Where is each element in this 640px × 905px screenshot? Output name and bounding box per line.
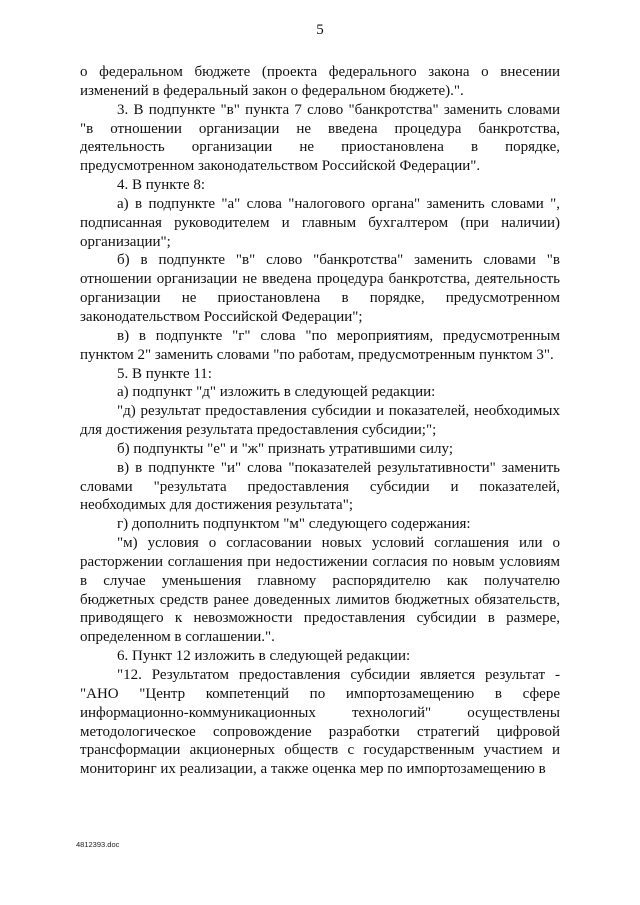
paragraph-item-4v: в) в подпункте "г" слова "по мероприятиям, предусмотренным пунктом 2" заменить словами "по работам, предусмотренным пунктом 3". [80, 327, 560, 363]
paragraph-item-5g-text: "м) условия о согласовании новых условий соглашения или о расторжении соглашения при недостижении согласия по новым условиям в случае уменьшения главному распорядителю как получателю бюджетных средств ранее доведенных лимитов бюджетных обязательств, приводящего к невозможности предоставления субсидии в размере, определенном в соглашении.". [80, 535, 560, 646]
page-number: 5 [316, 22, 324, 38]
paragraph-item-4: 4. В пункте 8: [117, 177, 206, 194]
paragraph-item-4b: б) в подпункте "в" слово "банкротства" заменить словами "в отношении организации не введена процедура банкротства, деятельность организации не приостановлена в порядке, предусмотренном законодательством Российской Федерации"; [80, 252, 560, 325]
paragraph-item-5a-text: "д) результат предоставления субсидии и показателей, необходимых для достижения результата предоставления субсидии;"; [80, 403, 560, 439]
document-body [80, 63, 560, 779]
paragraph-item-6-text: "12. Результатом предоставления субсидии является результат - "АНО "Центр компетенций по импортозамещению в сфере информационно-коммуникационных технологий" осуществлены методологическое сопровождение разработки стратегий цифровой трансформации акционерных обществ с государственным участием и мониторинг их реализации, а также оценка мер по импортозамещению в [80, 667, 560, 778]
paragraph-item-5g: г) дополнить подпунктом "м" следующего содержания: [117, 516, 471, 533]
paragraph-item-5v: в) в подпункте "и" слова "показателей результативности" заменить словами "результата предоставления субсидии и показателей, необходимых для достижения результата"; [80, 459, 560, 514]
paragraph-item-6: 6. Пункт 12 изложить в следующей редакции: [117, 648, 411, 665]
paragraph-item-4a: а) в подпункте "а" слова "налогового органа" заменить словами ", подписанная руководителем и главным бухгалтером (при наличии) организации"; [80, 195, 560, 250]
paragraph-item-3: 3. В подпункте "в" пункта 7 слово "банкротства" заменить словами "в отношении организации не введена процедура банкротства, деятельность организации не приостановлена в порядке, предусмотренном законодательством Российской Федерации". [80, 101, 560, 175]
paragraph-item-5a: а) подпункт "д" изложить в следующей редакции: [117, 384, 436, 401]
paragraph-budget-continuation: о федеральном бюджете (проекта федерального закона о внесении изменений в федеральный закон о федеральном бюджете).". [80, 64, 560, 99]
paragraph-item-5: 5. В пункте 11: [117, 365, 212, 382]
document-file-code: 4812393.doc [76, 840, 120, 849]
paragraph-item-5b: б) подпункты "е" и "ж" признать утратившими силу; [117, 440, 454, 457]
